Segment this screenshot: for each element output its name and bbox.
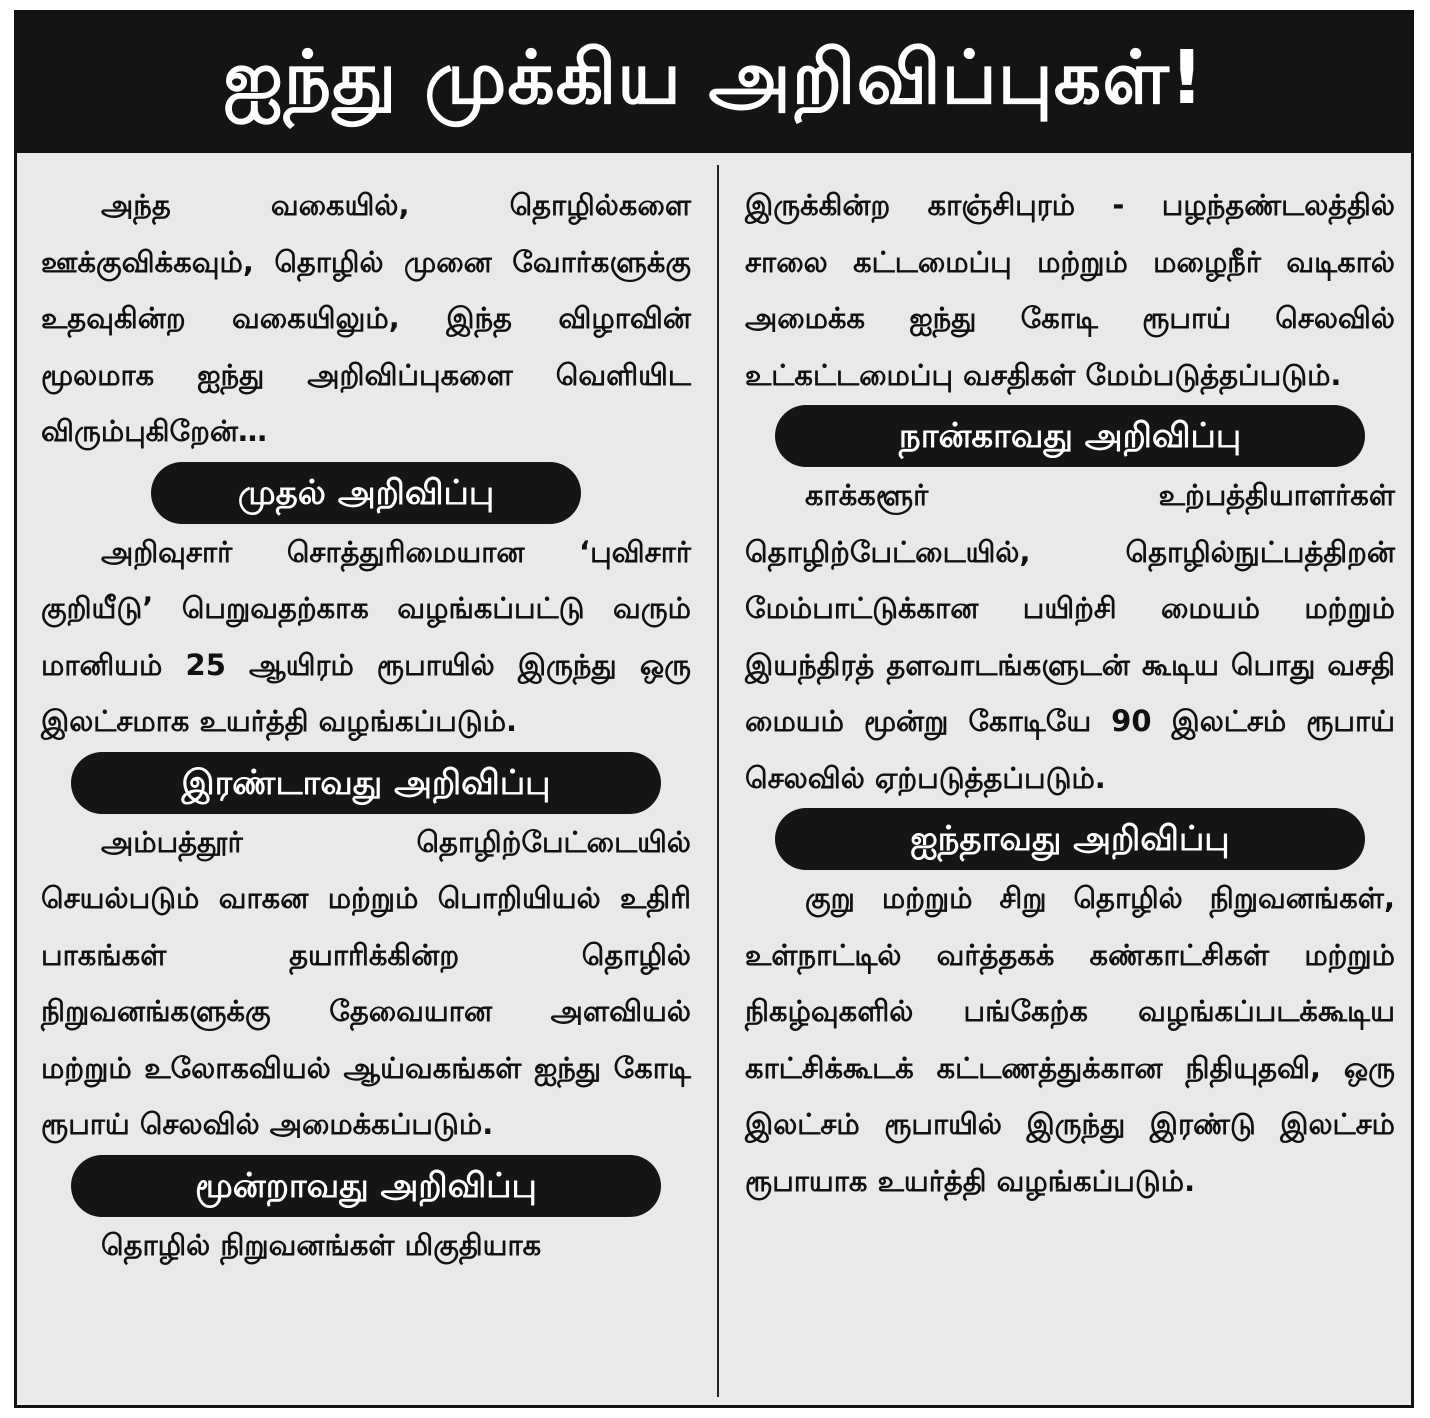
announcement-3-heading: மூன்றாவது அறிவிப்பு bbox=[71, 1155, 661, 1217]
announcement-1-text: அறிவுசார் சொத்துரிமையான ‘புவிசார் குறியீடு’ பெறுவதற்காக வழங்கப்பட்டு வரும் மானியம் 25 ஆயிரம் ரூபாயில் இருந்து ஒரு இலட்சமாக உயர்த்தி வழங்கப்படும். bbox=[41, 534, 691, 738]
right-column bbox=[745, 177, 1395, 1209]
column-divider bbox=[717, 165, 719, 1397]
left-column bbox=[41, 177, 691, 1273]
intro-paragraph: அந்த வகையில், தொழில்களை ஊக்குவிக்கவும், தொழில் முனை வோர்களுக்கு உதவுகின்ற வகையிலும், இந்த விழாவின் மூலமாக ஐந்து அறிவிப்புகளை வெளியிட விரும்புகிறேன்… bbox=[41, 188, 691, 448]
announcement-3-text-continued: இருக்கின்ற காஞ்சிபுரம் - பழந்தண்டலத்தில் சாலை கட்டமைப்பு மற்றும் மழைநீர் வடிகால் அமைக்க ஐந்து கோடி ரூபாய் செலவில் உட்கட்டமைப்பு வசதிகள் மேம்படுத்தப்படும். bbox=[745, 188, 1395, 392]
announcement-3-text-start: தொழில் நிறுவனங்கள் மிகுதியாக bbox=[101, 1227, 542, 1262]
article-frame bbox=[14, 10, 1414, 1408]
announcement-5-heading: ஐந்தாவது அறிவிப்பு bbox=[775, 808, 1365, 870]
announcement-2-text: அம்பத்தூர் தொழிற்பேட்டையில் செயல்படும் வாகன மற்றும் பொறியியல் உதிரி பாகங்கள் தயாரிக்கின்ற தொழில் நிறுவனங்களுக்கு தேவையான அளவியல் மற்றும் உலோகவியல் ஆய்வகங்கள் ஐந்து கோடி ரூபாய் செலவில் அமைக்கப்படும். bbox=[41, 824, 691, 1141]
announcement-4-text: காக்களூர் உற்பத்தியாளர்கள் தொழிற்பேட்டையில், தொழில்நுட்பத்திறன் மேம்பாட்டுக்கான பயிற்சி மையம் மற்றும் இயந்திரத் தளவாடங்களுடன் கூடிய பொது வசதி மையம் மூன்று கோடியே 90 இலட்சம் ரூபாய் செலவில் ஏற்படுத்தப்படும். bbox=[745, 478, 1395, 795]
announcement-5-text: குறு மற்றும் சிறு தொழில் நிறுவனங்கள், உள்நாட்டில் வர்த்தகக் கண்காட்சிகள் மற்றும் நிகழ்வுகளில் பங்கேற்க வழங்கப்படக்கூடிய காட்சிக்கூடக் கட்டணத்துக்கான நிதியுதவி, ஒரு இலட்சம் ரூபாயில் இருந்து இரண்டு இலட்சம் ரூபாயாக உயர்த்தி வழங்கப்படும். bbox=[745, 881, 1395, 1198]
headline-title: ஐந்து முக்கிய அறிவிப்புகள்! bbox=[223, 35, 1205, 121]
headline-banner bbox=[17, 13, 1411, 153]
announcement-4-heading: நான்காவது அறிவிப்பு bbox=[775, 405, 1365, 467]
announcement-2-heading: இரண்டாவது அறிவிப்பு bbox=[71, 752, 661, 814]
announcement-1-heading: முதல் அறிவிப்பு bbox=[151, 462, 581, 524]
